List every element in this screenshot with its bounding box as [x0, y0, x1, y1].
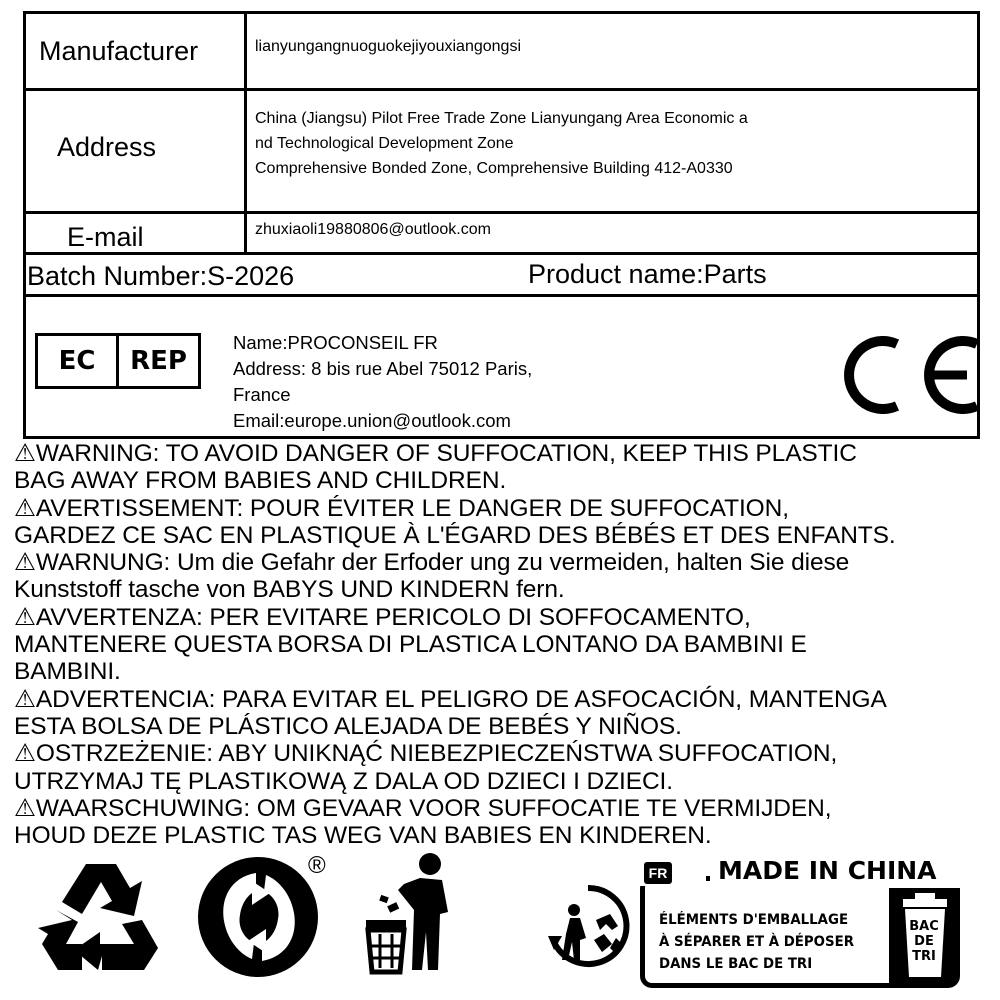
- sorting-bin: [889, 881, 959, 985]
- ec-rep-name: Name:PROCONSEIL FR: [233, 332, 438, 353]
- warning-line: BAG AWAY FROM BABIES AND CHILDREN.: [14, 467, 507, 495]
- rep-badge-text: REP: [130, 346, 187, 376]
- bin-label-line: BAC: [909, 919, 939, 934]
- warning-line: ⚠WARNING: TO AVOID DANGER OF SUFFOCATION, KEEP THIS PLASTIC: [14, 440, 857, 467]
- ec-rep-address-2: France: [233, 384, 291, 405]
- warning-line: ⚠WAARSCHUWING: OM GEVAAR VOOR SUFFOCATIE TE VERMIJDEN,: [14, 794, 832, 822]
- warning-line: ⚠AVERTISSEMENT: POUR ÉVITER LE DANGER DE SUFFOCATION,: [14, 494, 789, 522]
- warning-line: HOUD DEZE PLASTIC TAS WEG VAN BABIES EN KINDEREN.: [14, 822, 712, 850]
- address-line-3: Comprehensive Bonded Zone, Comprehensive Building 412-A0330: [255, 160, 733, 177]
- sorting-info-box: [640, 876, 960, 988]
- row-divider: [26, 211, 977, 214]
- ec-rep-email: Email:europe.union@outlook.com: [233, 410, 511, 431]
- warning-line: MANTENERE QUESTA BORSA DI PLASTICA LONTANO DA BAMBINI E: [14, 631, 807, 659]
- triman-icon: [546, 884, 630, 968]
- fr-badge: FR: [644, 862, 672, 884]
- sorting-line: À SÉPARER ET À DÉPOSER: [659, 934, 854, 950]
- ec-rep-badge: [35, 333, 201, 389]
- warning-line: UTRZYMAJ TĘ PLASTIKOWĄ Z DALA OD DZIECI I DZIECI.: [14, 767, 673, 795]
- bin-label-line: TRI: [912, 949, 936, 964]
- row-divider: [26, 88, 977, 91]
- batch-number: Batch Number:S-2026: [27, 261, 295, 291]
- column-divider: [244, 14, 247, 252]
- row-divider: [26, 294, 977, 297]
- warning-line: ⚠ADVERTENCIA: PARA EVITAR EL PELIGRO DE ASFOCACIÓN, MANTENGA: [14, 685, 887, 713]
- recycle-icon: [38, 858, 163, 976]
- email-value: zhuxiaoli19880806@outlook.com: [255, 221, 491, 238]
- manufacturer-value: lianyungangnuoguokejiyouxiangongsi: [255, 38, 521, 55]
- manufacturer-label: Manufacturer: [39, 36, 199, 66]
- warning-line: ⚠OSTRZEŻENIE: ABY UNIKNĄĆ NIEBEZPIECZEŃSTWA SUFFOCATION,: [14, 740, 838, 768]
- tidyman-icon: [360, 850, 460, 975]
- warnings-block: [14, 440, 989, 849]
- warning-line: BAMBINI.: [14, 658, 121, 686]
- sorting-text: [659, 909, 854, 975]
- warning-line: ⚠AVVERTENZA: PER EVITARE PERICOLO DI SOFFOCAMENTO,: [14, 603, 751, 631]
- ce-mark-icon: [835, 330, 985, 420]
- email-label: E-mail: [67, 222, 144, 252]
- made-in-china-title: MADE IN CHINA: [718, 856, 937, 885]
- warning-line: GARDEZ CE SAC EN PLASTIQUE À L'ÉGARD DES BÉBÉS ET DES ENFANTS.: [14, 521, 896, 549]
- bin-label: [889, 919, 959, 964]
- warning-line: ESTA BOLSA DE PLÁSTICO ALEJADA DE BEBÉS Y NIÑOS.: [14, 712, 682, 740]
- registered-mark: ®: [308, 852, 326, 879]
- made-in-china-panel: [640, 858, 980, 988]
- ec-badge-text: EC: [38, 336, 119, 386]
- address-line-1: China (Jiangsu) Pilot Free Trade Zone Lianyungang Area Economic a: [255, 110, 748, 127]
- sorting-line: DANS LE BAC DE TRI: [659, 956, 813, 972]
- bin-label-line: DE: [914, 934, 934, 949]
- address-label: Address: [57, 132, 157, 162]
- address-line-2: nd Technological Development Zone: [255, 135, 514, 152]
- warning-line: Kunststoff tasche von BABYS UND KINDERN fern.: [14, 576, 565, 604]
- product-name: Product name:Parts: [528, 259, 767, 289]
- row-divider: [26, 252, 977, 255]
- ec-rep-details: [233, 330, 532, 434]
- sorting-line: ÉLÉMENTS D'EMBALLAGE: [659, 912, 849, 928]
- ec-rep-address-1: Address: 8 bis rue Abel 75012 Paris,: [233, 358, 533, 379]
- warning-line: ⚠WARNUNG: Um die Gefahr der Erfoder ung zu vermeiden, halten Sie diese: [14, 549, 850, 577]
